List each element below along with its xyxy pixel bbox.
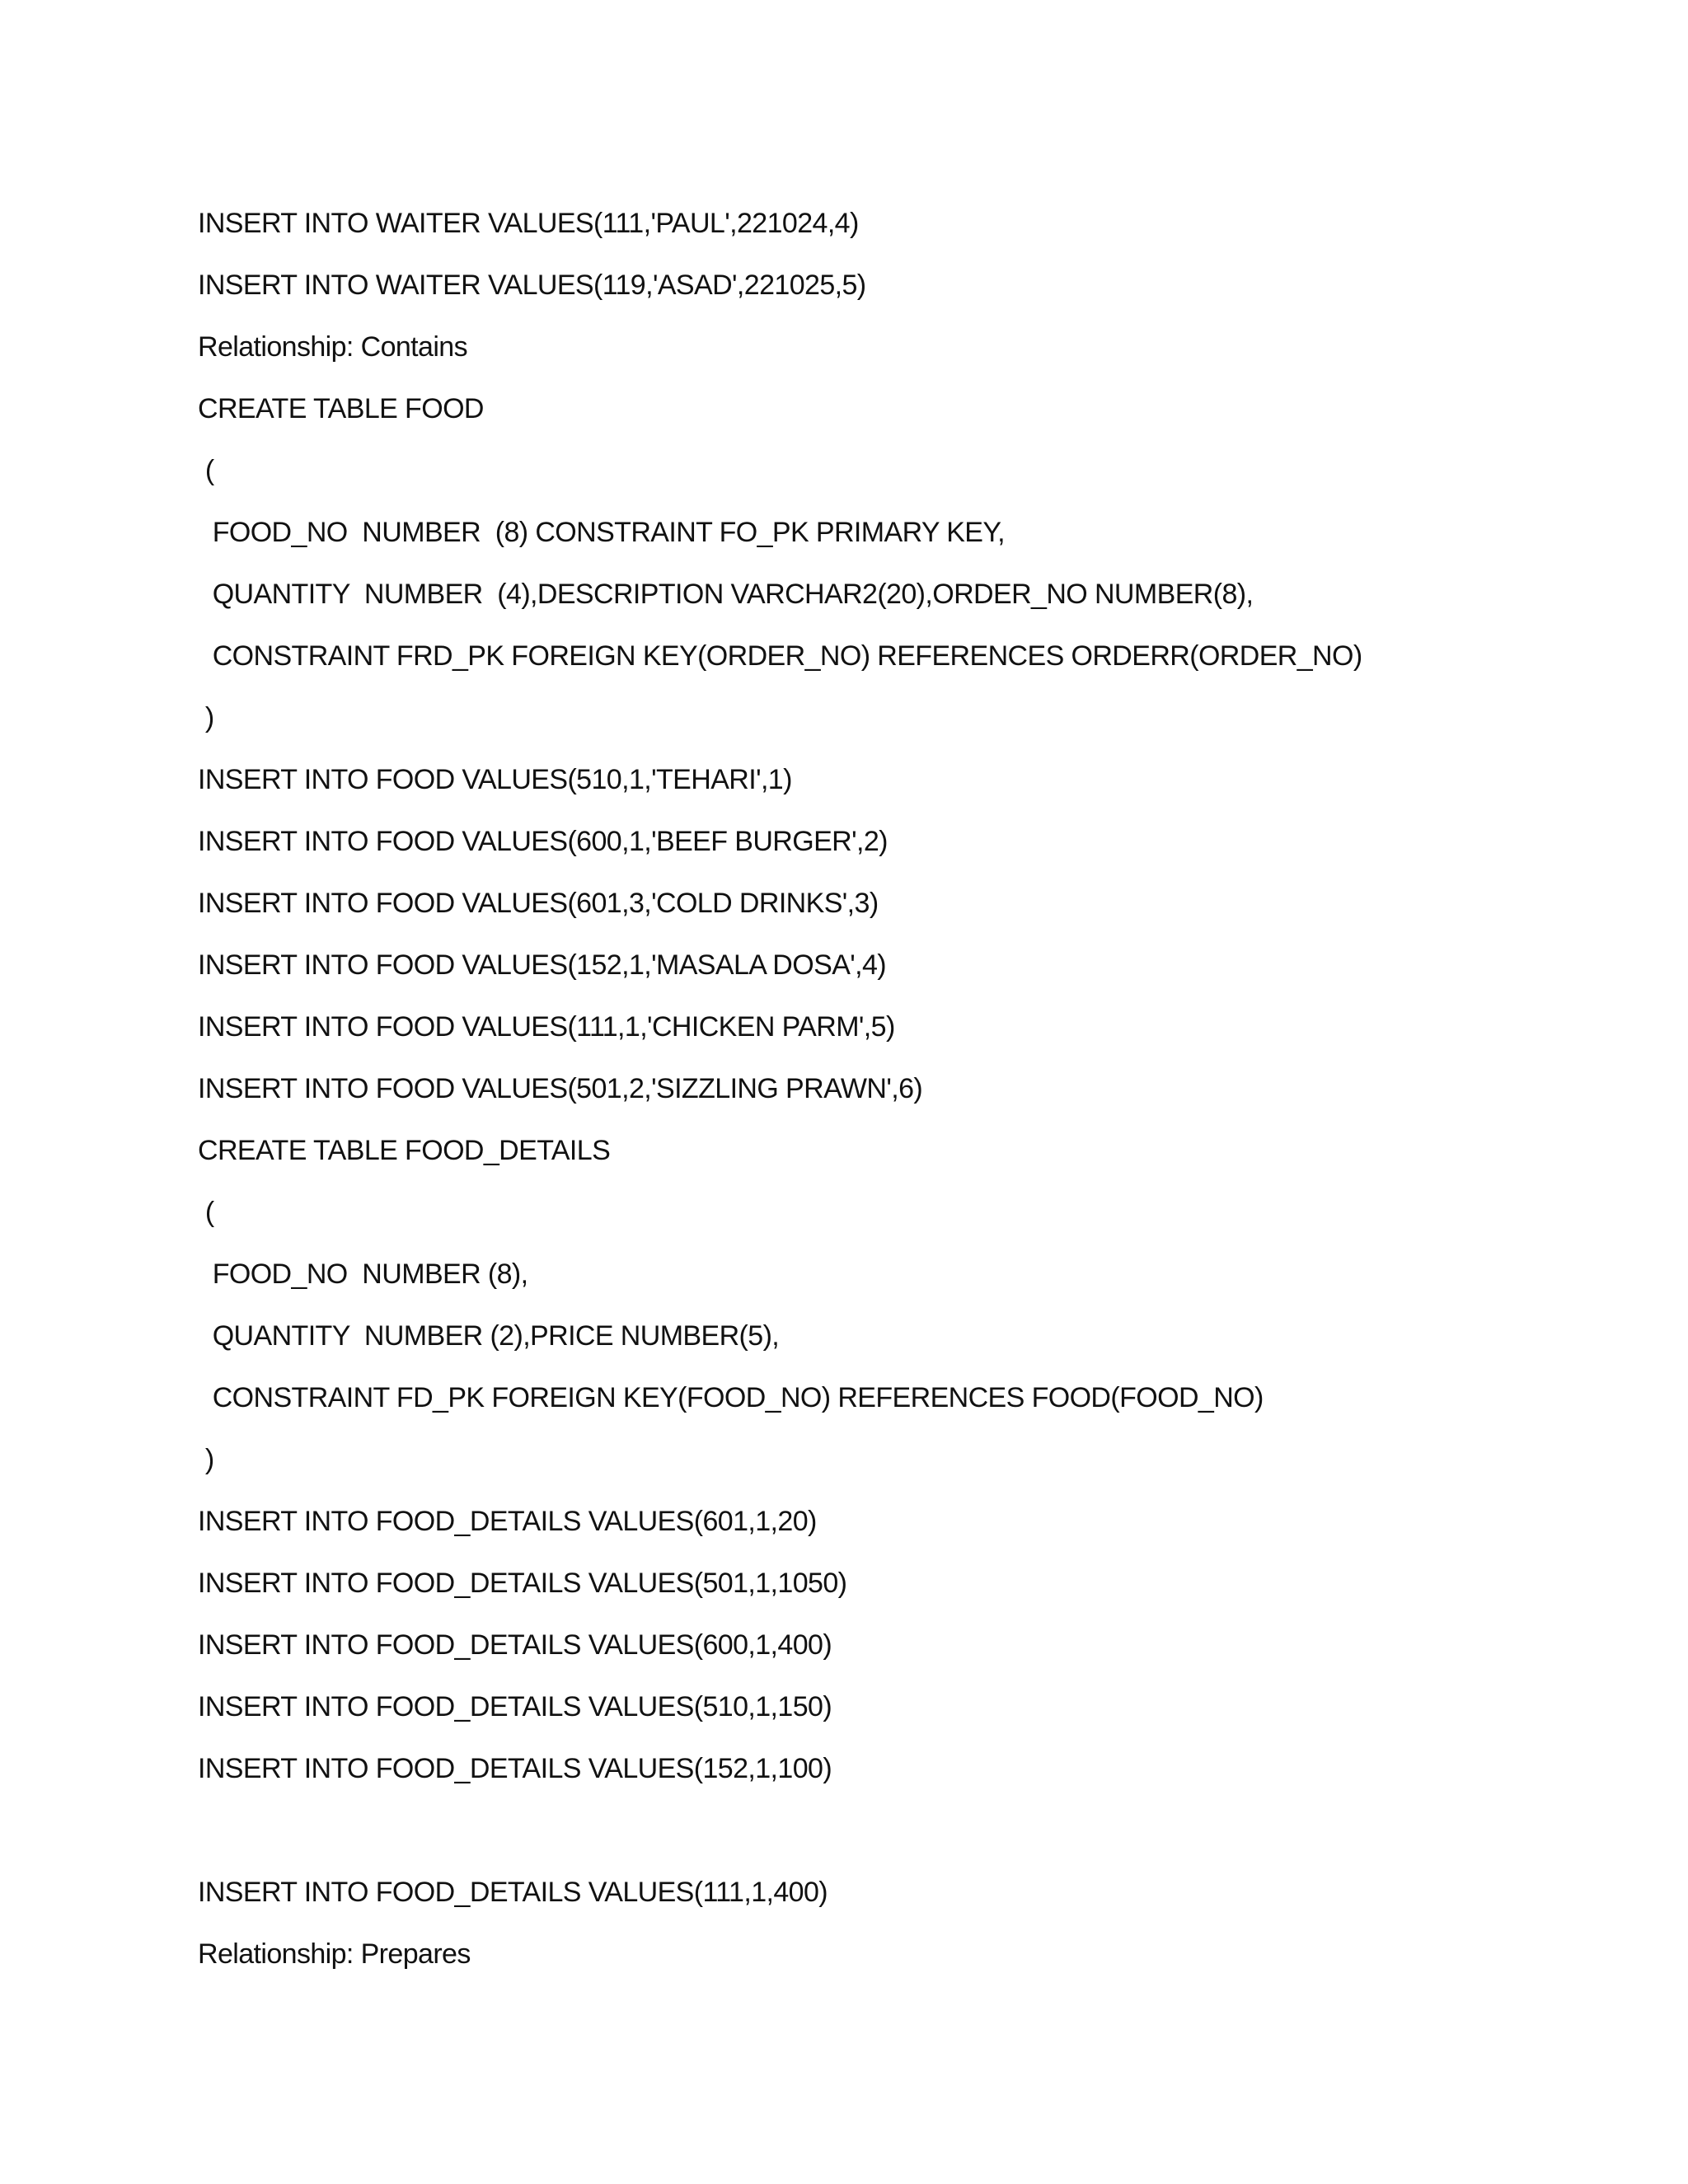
sql-line-food-foreign-key: CONSTRAINT FRD_PK FOREIGN KEY(ORDER_NO) REFERENCES ORDERR(ORDER_NO) <box>198 640 1362 672</box>
blank-line <box>198 1800 1599 1862</box>
sql-line-insert-food-details-501: INSERT INTO FOOD_DETAILS VALUES(501,1,1050) <box>198 1568 847 1599</box>
sql-line-open-paren-food: ( <box>198 455 214 486</box>
sql-line-insert-waiter-111: INSERT INTO WAITER VALUES(111,'PAUL',221024,4) <box>198 208 859 239</box>
sql-line-insert-food-501: INSERT INTO FOOD VALUES(501,2,'SIZZLING PRAWN',6) <box>198 1073 923 1104</box>
sql-line-insert-food-details-510: INSERT INTO FOOD_DETAILS VALUES(510,1,150) <box>198 1691 832 1722</box>
sql-line-insert-food-details-601: INSERT INTO FOOD_DETAILS VALUES(601,1,20) <box>198 1506 817 1537</box>
sql-line-food-no-column: FOOD_NO NUMBER (8) CONSTRAINT FO_PK PRIMARY KEY, <box>198 517 1005 548</box>
sql-line-food-columns: QUANTITY NUMBER (4),DESCRIPTION VARCHAR2(20),ORDER_NO NUMBER(8), <box>198 579 1254 610</box>
sql-line-food-details-columns: QUANTITY NUMBER (2),PRICE NUMBER(5), <box>198 1320 780 1352</box>
sql-line-insert-food-details-152: INSERT INTO FOOD_DETAILS VALUES(152,1,100) <box>198 1753 832 1784</box>
sql-line-create-table-food-details: CREATE TABLE FOOD_DETAILS <box>198 1135 611 1166</box>
sql-line-insert-food-details-600: INSERT INTO FOOD_DETAILS VALUES(600,1,400) <box>198 1629 832 1661</box>
sql-line-food-details-food-no: FOOD_NO NUMBER (8), <box>198 1258 528 1290</box>
sql-line-insert-food-601: INSERT INTO FOOD VALUES(601,3,'COLD DRINKS',3) <box>198 888 879 919</box>
sql-line-open-paren-food-details: ( <box>198 1197 214 1228</box>
relationship-heading-prepares: Relationship: Prepares <box>198 1938 471 1970</box>
sql-line-create-table-food: CREATE TABLE FOOD <box>198 393 484 424</box>
sql-line-insert-food-510: INSERT INTO FOOD VALUES(510,1,'TEHARI',1) <box>198 764 792 795</box>
document-body <box>198 193 1599 1985</box>
relationship-heading-contains: Relationship: Contains <box>198 331 467 363</box>
sql-line-close-paren-food-details: ) <box>198 1444 214 1475</box>
sql-line-insert-food-111: INSERT INTO FOOD VALUES(111,1,'CHICKEN PARM',5) <box>198 1011 895 1043</box>
sql-line-close-paren-food: ) <box>198 702 214 733</box>
sql-line-insert-waiter-119: INSERT INTO WAITER VALUES(119,'ASAD',221025,5) <box>198 269 866 301</box>
sql-line-insert-food-152: INSERT INTO FOOD VALUES(152,1,'MASALA DOSA',4) <box>198 949 887 981</box>
sql-line-food-details-foreign-key: CONSTRAINT FD_PK FOREIGN KEY(FOOD_NO) REFERENCES FOOD(FOOD_NO) <box>198 1382 1264 1413</box>
sql-line-insert-food-600: INSERT INTO FOOD VALUES(600,1,'BEEF BURGER',2) <box>198 826 888 857</box>
sql-line-insert-food-details-111: INSERT INTO FOOD_DETAILS VALUES(111,1,400) <box>198 1877 828 1908</box>
